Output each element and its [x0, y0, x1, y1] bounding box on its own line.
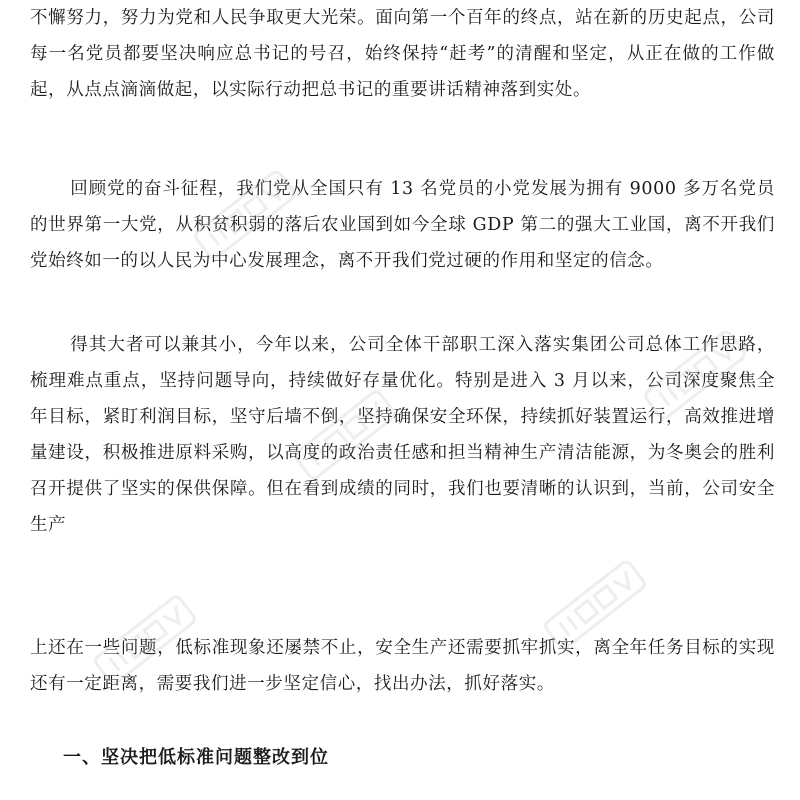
section-heading: 一、坚决把低标准问题整改到位 — [63, 747, 329, 768]
paragraph-safety-issues: 上还在一些问题，低标准现象还屡禁不止，安全生产还需要抓牢抓实，离全年任务目标的实现还有一定距离，需要我们进一步坚定信心，找出办法，抓好落实。 — [30, 638, 775, 694]
paragraph-company-work: 得其大者可以兼其小，今年以来，公司全体干部职工深入落实集团公司总体工作思路，梳理难点重点，坚持问题导向，持续做好存量优化。特别是进入 3 月以来，公司深度聚焦全年目标，紧盯利润目标，坚守后墙不倒，坚持确保安全环保，持续抓好装置运行，高效推进增量建设，积极推进原料采购，以高度的政治责任感和担当精神生产清洁能源，为冬奥会的胜利召开提供了坚实的保供保障。但在看到成绩的同时，我们也要清晰的认识到，当前，公司安全生产 — [30, 335, 775, 535]
paragraph-party-history: 回顾党的奋斗征程，我们党从全国只有 13 名党员的小党发展为拥有 9000 多万名党员的世界第一大党，从积贫积弱的落后农业国到如今全球 GDP 第二的强大工业国，离不开我们党始终如一的以人民为中心发展理念，离不开我们党过硬的作用和坚定的信念。 — [30, 179, 775, 271]
paragraph-continuation: 不懈努力，努力为党和人民争取更大光荣。面向第一个百年的终点，站在新的历史起点，公司每一名党员都要坚决响应总书记的号召，始终保持“赶考”的清醒和坚定，从正在做的工作做起，从点点滴滴做起，以实际行动把总书记的重要讲话精神落到实处。 — [30, 8, 775, 100]
